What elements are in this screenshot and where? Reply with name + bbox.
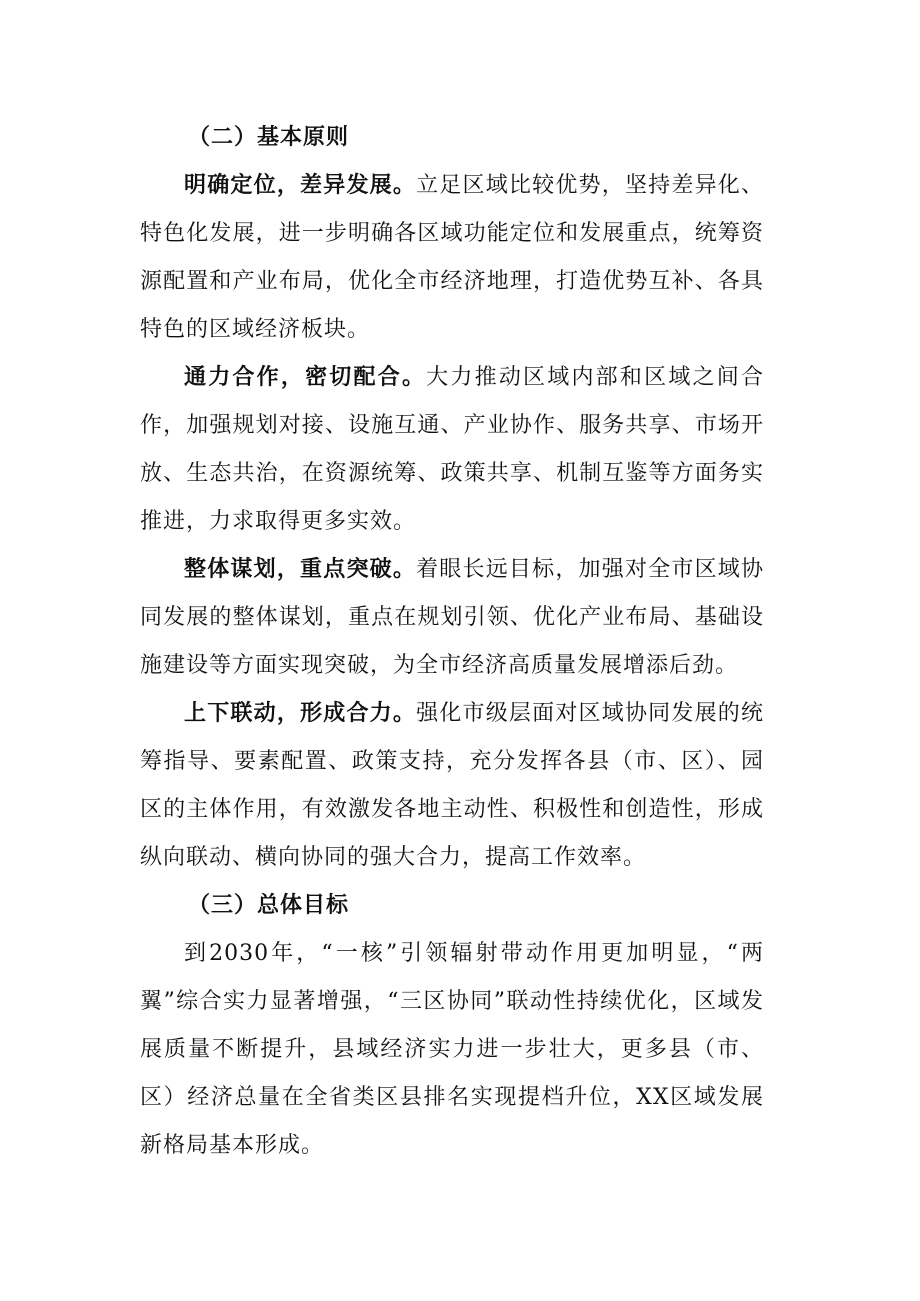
principle-title-1: 明确定位，差异发展。 bbox=[184, 173, 417, 198]
principle-text-4: 强化市级层面对区域协同发展的统筹指导、要素配置、政策支持，充分发挥各县（市、区）、园区的主体作用，有效激发各地主动性、积极性和创造性，形成纵向联动、横向协同的强大合力，提高工作效率。 bbox=[140, 701, 764, 870]
document-body bbox=[140, 114, 764, 1170]
principle-title-3: 整体谋划，重点突破。 bbox=[184, 557, 417, 582]
principle-paragraph-2 bbox=[140, 354, 764, 546]
principle-text-2: 大力推动区域内部和区域之间合作，加强规划对接、设施互通、产业协作、服务共享、市场开放、生态共治，在资源统筹、政策共享、机制互鉴等方面务实推进，力求取得更多实效。 bbox=[140, 365, 764, 534]
section-heading-overall-goals: （三）总体目标 bbox=[188, 893, 350, 918]
principle-text-1: 立足区域比较优势，坚持差异化、特色化发展，进一步明确各区域功能定位和发展重点，统筹资源配置和产业布局，优化全市经济地理，打造优势互补、各具特色的区域经济板块。 bbox=[140, 173, 764, 342]
principle-paragraph-3 bbox=[140, 546, 764, 690]
principle-paragraph-1 bbox=[140, 162, 764, 354]
principle-paragraph-4 bbox=[140, 690, 764, 882]
principle-title-2: 通力合作，密切配合。 bbox=[184, 365, 427, 390]
section-heading-basic-principles: （二）基本原则 bbox=[188, 125, 350, 150]
principle-text-3: 着眼长远目标，加强对全市区域协同发展的整体谋划，重点在规划引领、优化产业布局、基础设施建设等方面实现突破，为全市经济高质量发展增添后劲。 bbox=[140, 557, 764, 678]
goals-paragraph: 到2030年，“一核”引领辐射带动作用更加明显，“两翼”综合实力显著增强，“三区协同”联动性持续优化，区域发展质量不断提升，县域经济实力进一步壮大，更多县（市、区）经济总量在全省类区县排名实现提档升位，XX区域发展新格局基本形成。 bbox=[140, 941, 764, 1158]
principle-title-4: 上下联动，形成合力。 bbox=[184, 701, 417, 726]
